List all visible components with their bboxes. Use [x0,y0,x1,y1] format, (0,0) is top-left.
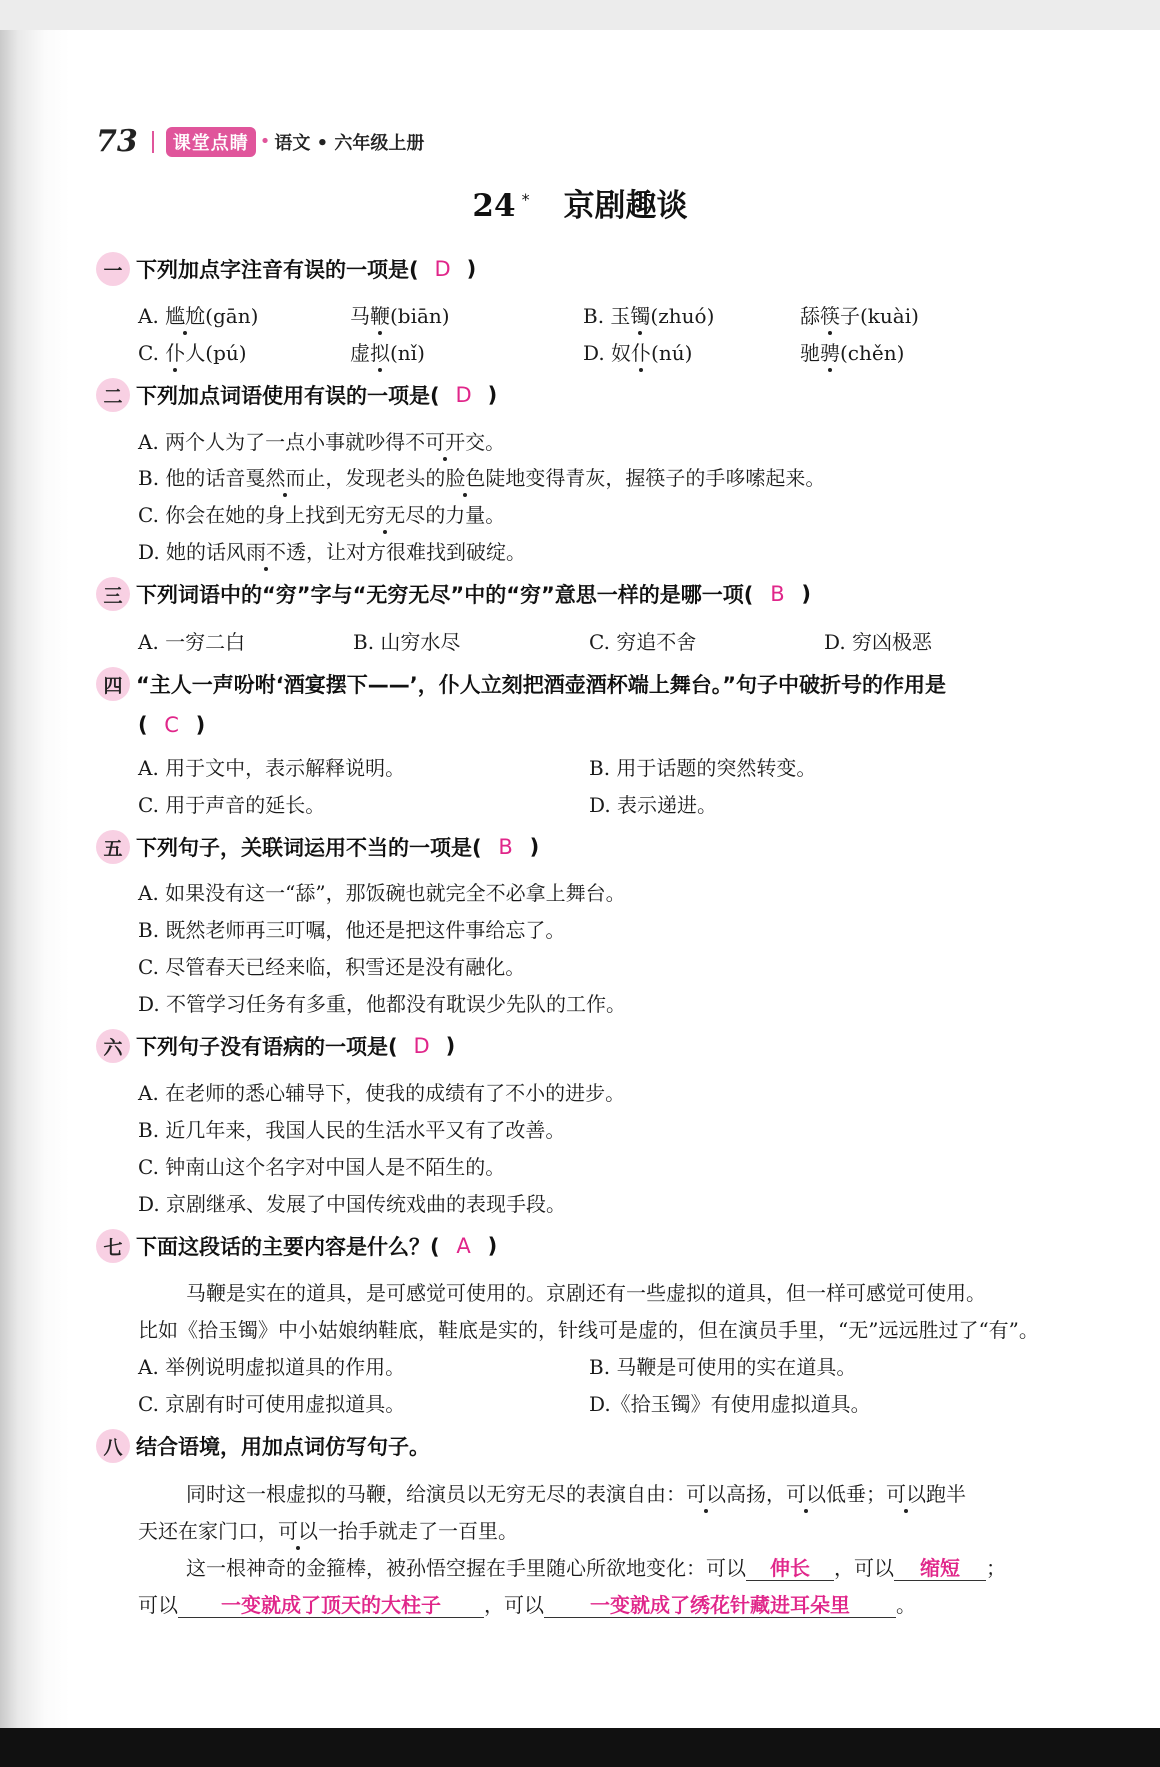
question-open: ( [138,713,148,737]
q1-option-c1: C. 仆人(pú) [138,341,247,365]
q7-option-a: A. 举例说明虚拟道具的作用。 [138,1355,406,1379]
question-2 [96,378,497,412]
q7-passage-line-2: 比如《拾玉镯》中小姑娘纳鞋底，鞋底是实的，针线可是虚的，但在演员手里，“无”远远胜过了“有”。 [138,1318,1039,1342]
question-number: 三 [96,577,130,611]
question-close: ) [445,1034,456,1058]
q1-option-c2: 虚拟(nǐ) [350,341,425,365]
answer: B [770,582,785,606]
q7-passage-line-1: 马鞭是实在的道具，是可感觉可使用的。京剧还有一些虚拟的道具，但一样可感觉可使用。 [186,1281,986,1305]
question-8 [96,1429,430,1463]
page-number: 73 [96,124,138,159]
question-number: 七 [96,1229,130,1263]
question-close: ) [466,257,477,281]
question-7 [96,1229,497,1263]
q7-option-b: B. 马鞭是可使用的实在道具。 [589,1355,857,1379]
q2-option-c: C. 你会在她的身上找到无穷无尽的力量。 [138,503,506,527]
question-number: 四 [96,667,130,701]
question-close: ) [529,835,540,859]
question-6 [96,1029,455,1063]
question-close: ) [195,713,206,737]
question-number: 八 [96,1429,130,1463]
q1-option-a2: 马鞭(biān) [350,304,450,328]
question-close: ) [487,383,498,407]
fill-blank-4: 一变就成了绣花针藏进耳朵里 [544,1593,896,1618]
question-number: 五 [96,830,130,864]
lesson-title [0,180,1160,225]
header-dot: • [259,131,271,152]
question-number: 一 [96,252,130,286]
answer: B [498,835,513,859]
question-close: ) [487,1234,498,1258]
q6-option-b: B. 近几年来，我国人民的生活水平又有了改善。 [138,1118,566,1142]
q4-option-c: C. 用于声音的延长。 [138,793,326,817]
answer: D [413,1034,430,1058]
q3-option-c: C. 穷追不舍 [589,630,697,654]
q5-option-c: C. 尽管春天已经来临，积雪还是没有融化。 [138,955,526,979]
q5-option-b: B. 既然老师再三叮嘱，他还是把这件事给忘了。 [138,918,566,942]
question-text: 下面这段话的主要内容是什么？( [136,1235,440,1259]
question-3 [96,577,811,611]
fill-blank-3: 一变就成了顶天的大柱子 [178,1593,484,1618]
q8-passage-line-2: 天还在家门口，可以一抬手就走了一百里。 [138,1519,518,1543]
question-4 [96,667,946,701]
fill-blank-1: 伸长 [746,1556,834,1581]
lesson-title-text: 京剧趣谈 [563,188,688,224]
question-4-answer-line [138,713,205,737]
q6-option-c: C. 钟南山这个名字对中国人是不陌生的。 [138,1155,506,1179]
question-1 [96,252,476,286]
bottom-edge [0,1728,1160,1767]
q2-option-b: B. 他的话音戛然而止，发现老头的脸色陡地变得青灰，握筷子的手哆嗦起来。 [138,466,826,490]
question-text: “主人一声吩咐‘酒宴摆下——’，仆人立刻把酒壶酒杯端上舞台。”句子中破折号的作用是 [136,673,947,697]
q2-option-a: A. 两个人为了一点小事就吵得不可开交。 [138,430,506,454]
question-text: 下列句子，关联词运用不当的一项是( [136,836,482,860]
q8-fill-line-2: 可以 一变就成了顶天的大柱子 ，可以 一变就成了绣花针藏进耳朵里 。 [138,1593,916,1617]
q4-option-b: B. 用于话题的突然转变。 [589,756,817,780]
q7-option-c: C. 京剧有时可使用虚拟道具。 [138,1392,406,1416]
lesson-number: 24 [472,188,516,224]
lesson-star: * [521,189,530,209]
q1-option-b2: 舔筷子(kuài) [800,304,919,328]
q3-option-d: D. 穷凶极恶 [824,630,933,654]
answer: D [455,383,472,407]
q8-fill-line-1: 这一根神奇的金箍棒，被孙悟空握在手里随心所欲地变化：可以 伸长 ，可以 缩短 ； [186,1556,1006,1580]
q5-option-d: D. 不管学习任务有多重，他都没有耽误少先队的工作。 [138,992,627,1016]
q4-option-d: D. 表示递进。 [589,793,718,817]
header-divider [152,131,154,153]
answer: C [164,713,179,737]
question-text: 下列加点字注音有误的一项是( [136,258,419,282]
question-text: 结合语境，用加点词仿写句子。 [136,1435,430,1459]
q6-option-a: A. 在老师的悉心辅导下，使我的成绩有了不小的进步。 [138,1081,626,1105]
question-5 [96,830,539,864]
q6-option-d: D. 京剧继承、发展了中国传统戏曲的表现手段。 [138,1192,567,1216]
q2-option-d: D. 她的话风雨不透，让对方很难找到破绽。 [138,540,527,564]
question-text: 下列词语中的“穷”字与“无穷无尽”中的“穷”意思一样的是哪一项( [136,583,754,607]
question-number: 六 [96,1029,130,1063]
question-text: 下列加点词语使用有误的一项是( [136,384,440,408]
top-edge [0,0,1160,30]
question-close: ) [801,582,812,606]
question-text: 下列句子没有语病的一项是( [136,1035,398,1059]
q3-option-b: B. 山穷水尽 [353,630,461,654]
series-badge: 课堂点睛 [166,127,256,157]
page-header [96,124,424,159]
q7-option-d: D.《拾玉镯》有使用虚拟道具。 [589,1392,871,1416]
q3-option-a: A. 一穷二白 [138,630,246,654]
q1-option-d1: D. 奴仆(nú) [583,341,693,365]
answer: D [434,257,451,281]
q1-option-a1: A. 尴尬(gān) [138,304,259,328]
fill-blank-2: 缩短 [894,1556,986,1581]
q4-option-a: A. 用于文中，表示解释说明。 [138,756,406,780]
answer: A [456,1234,471,1258]
q1-option-d2: 驰骋(chěn) [800,341,905,365]
q5-option-a: A. 如果没有这一“舔”，那饭碗也就完全不必拿上舞台。 [138,881,626,905]
subject-label: 语文 • 六年级上册 [274,132,425,154]
question-number: 二 [96,378,130,412]
q1-option-b1: B. 玉镯(zhuó) [583,304,715,328]
q8-passage-line-1: 同时这一根虚拟的马鞭，给演员以无穷无尽的表演自由：可以高扬，可以低垂；可以跑半 [186,1482,966,1506]
